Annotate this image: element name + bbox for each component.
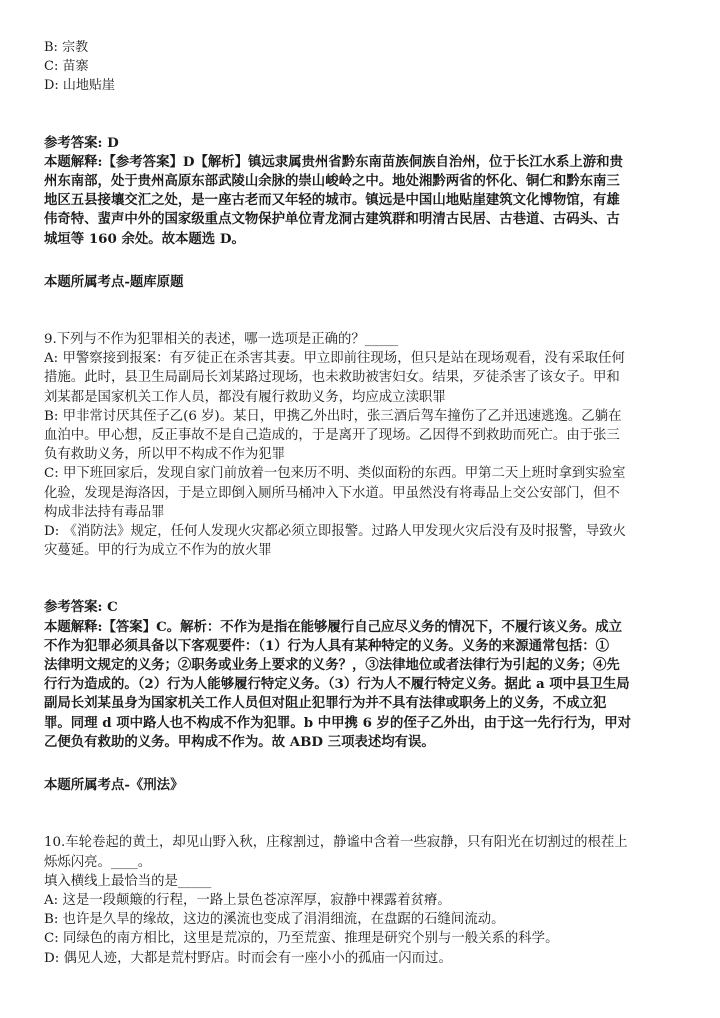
question-option-line: B: 也许是久旱的缘故，这边的溪流也变成了涓涓细流，在盘踞的石缝间流动。 bbox=[44, 912, 505, 928]
question-prompt: 填入横线上最恰当的是_____ bbox=[44, 873, 212, 889]
explanation-line: 行行为造成的。（2）行为人能够履行特定义务。（3）行为人不履行特定义务。据此 a 项中县卫生局 bbox=[44, 676, 630, 693]
explanation-line: 城垣等 160 余处。故本题选 D。 bbox=[44, 230, 245, 247]
previous-question-options bbox=[44, 38, 684, 96]
question-stem: 9.下列与不作为犯罪相关的表述，哪一选项是正确的？_____ bbox=[44, 332, 399, 348]
document-page bbox=[44, 38, 684, 968]
option-d: D: 山地贴崖 bbox=[44, 78, 115, 94]
question-option-line: 构成非法持有毒品罪 bbox=[44, 504, 165, 520]
answer-block-1 bbox=[44, 134, 684, 249]
explanation-line: 本题解释:【参考答案】D【解析】镇远隶属贵州省黔东南苗族侗族自治州，位于长江水系上游和贵 bbox=[44, 153, 623, 170]
topic-label: 本题所属考点-《刑法》 bbox=[44, 777, 184, 794]
topic-label: 本题所属考点-题库原题 bbox=[44, 273, 184, 290]
question-option-line: 血泊中。甲心想，反正事故不是自己造成的，于是离开了现场。乙因得不到救助而死亡。由于张三 bbox=[44, 428, 620, 444]
option-b: B: 宗教 bbox=[44, 40, 89, 55]
question-option-line: 化验，发现是海洛因，于是立即倒入厕所马桶冲入下水道。甲虽然没有将毒品上交公安部门，但不 bbox=[44, 485, 620, 501]
question-option-line: D: 偶见人迹，大都是荒村野店。时而会有一座小小的孤庙一闪而过。 bbox=[44, 950, 452, 966]
explanation-line: 不作为犯罪必须具备以下客观要件：（1）行为人具有某种特定的义务。义务的来源通常包括：① bbox=[44, 637, 610, 654]
question-option-line: B: 甲非常讨厌其侄子乙(6 岁)。某日，甲携乙外出时，张三酒后驾车撞伤了乙并迅速逃逸。乙躺在 bbox=[44, 408, 622, 424]
reference-answer: 参考答案: C bbox=[44, 599, 118, 616]
answer-block-2 bbox=[44, 598, 684, 752]
explanation-line: 罪。同理 d 项中路人也不构成不作为犯罪。b 中甲携 6 岁的侄子乙外出，由于这一先行行为，甲对 bbox=[44, 714, 631, 731]
question-stem: 10.车轮卷起的黄土，却见山野入秋，庄稼割过，静谧中含着一些寂静，只有阳光在切割过的根茬上 bbox=[44, 835, 628, 851]
explanation-line: 伟奇特、蜚声中外的国家级重点文物保护单位青龙洞古建筑群和明清古民居、古巷道、古码头、古 bbox=[44, 211, 620, 228]
question-option-line: A: 甲警察接到报案：有歹徒正在杀害其妻。甲立即前往现场，但只是站在现场观看，没有采取任何 bbox=[44, 351, 625, 367]
question-option-line: C: 甲下班回家后，发现自家门前放着一包来历不明、类似面粉的东西。甲第二天上班时拿到实验室 bbox=[44, 466, 626, 482]
question-option-line: 刘某都是国家机关工作人员，都没有履行救助义务，均应成立渎职罪 bbox=[44, 389, 446, 405]
reference-answer: 参考答案: D bbox=[44, 134, 119, 151]
question-10 bbox=[44, 833, 684, 967]
explanation-line: 本题解释:【答案】C。解析：不作为是指在能够履行自己应尽义务的情况下，不履行该义务。成立 bbox=[44, 618, 623, 635]
explanation-line: 法律明文规定的义务；②职务或业务上要求的义务？，③法律地位或者法律行为引起的义务；④先 bbox=[44, 657, 620, 674]
question-option-line: A: 这是一段颠簸的行程，一路上景色苍凉浑厚，寂静中裸露着贫瘠。 bbox=[44, 892, 451, 908]
question-stem: 烁烁闪亮。____。 bbox=[44, 854, 152, 870]
explanation-line: 副局长刘某虽身为国家机关工作人员但对阻止犯罪行为并不具有法律或职务上的义务，不成立犯 bbox=[44, 695, 607, 712]
question-9 bbox=[44, 330, 684, 560]
explanation-line: 州东南部，处于贵州高原东部武陵山余脉的崇山峻岭之中。地处湘黔两省的怀化、铜仁和黔东南三 bbox=[44, 173, 620, 190]
option-c: C: 苗寨 bbox=[44, 59, 89, 75]
question-option-line: 措施。此时，县卫生局副局长刘某路过现场，也未救助被害妇女。结果，歹徒杀害了该女子。甲和 bbox=[44, 370, 620, 386]
question-option-line: 负有救助义务，所以甲不构成不作为犯罪 bbox=[44, 447, 286, 463]
question-option-line: 灾蔓延。甲的行为成立不作为的放火罪 bbox=[44, 543, 272, 559]
question-option-line: C: 同绿色的南方相比，这里是荒凉的，乃至荒蛮、推理是研究个别与一般关系的科学。 bbox=[44, 931, 559, 947]
question-option-line: D: 《消防法》规定，任何人发现火灾都必须立即报警。过路人甲发现火灾后没有及时报警，导致火 bbox=[44, 524, 626, 540]
explanation-line: 地区五县接壤交汇之处，是一座古老而又年轻的城市。镇远是中国山地贴崖建筑文化博物馆，有雄 bbox=[44, 192, 620, 209]
explanation-line: 乙便负有救助的义务。甲构成不作为。故 ABD 三项表述均有误。 bbox=[44, 733, 435, 750]
